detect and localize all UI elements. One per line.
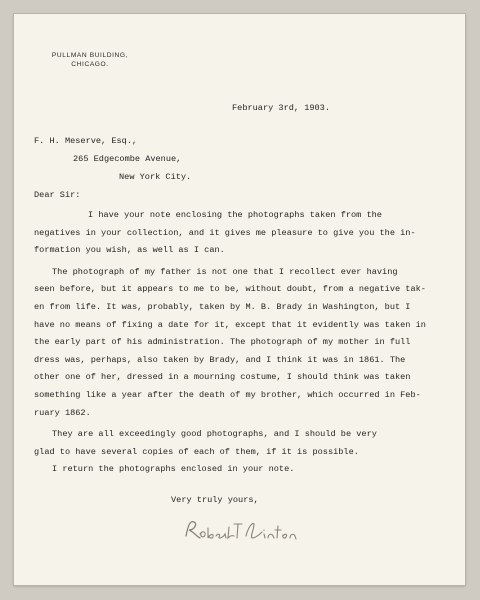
letter-body: [34, 207, 426, 479]
body-line: dress was, perhaps, also taken by Brady, and I think it was in 1861. The: [34, 354, 406, 365]
body-line: seen before, but it appears to me to be, without doubt, from a negative tak-: [34, 284, 426, 295]
letterhead-city: CHICAGO.: [71, 61, 109, 68]
body-line: They are all exceedingly good photographs, and I should be very: [52, 429, 377, 440]
body-line: negatives in your collection, and it gives me pleasure to give you the in-: [34, 227, 416, 238]
recipient-street: 265 Edgecombe Avenue,: [73, 154, 182, 164]
letter-paper: [14, 14, 465, 585]
closing: Very truly yours,: [171, 495, 259, 505]
body-line: have no means of fixing a date for it, except that it evidently was taken in: [34, 319, 426, 330]
body-line: ruary 1862.: [34, 407, 91, 418]
body-line: I have your note enclosing the photographs taken from the: [88, 210, 382, 220]
letterhead-building: PULLMAN BUILDING,: [51, 52, 129, 59]
letter-date: February 3rd, 1903.: [232, 103, 330, 113]
letterhead: [42, 51, 138, 69]
body-line: the early part of his administration. The photograph of my mother in full: [34, 337, 411, 348]
body-line: other one of her, dressed in a mourning costume, I should think was taken: [34, 372, 411, 383]
body-line: formation you wish, as well as I can.: [34, 245, 225, 256]
recipient-city: New York City.: [119, 172, 192, 182]
recipient-name: F. H. Meserve, Esq.,: [34, 136, 138, 146]
body-line: I return the photographs enclosed in your note.: [52, 464, 295, 475]
salutation: Dear Sir:: [34, 190, 81, 200]
body-line: The photograph of my father is not one that I recollect ever having: [52, 266, 398, 277]
handwritten-signature: [182, 514, 312, 544]
body-line: glad to have several copies of each of them, if it is possible.: [34, 446, 359, 457]
body-line: en from life. It was, probably, taken by M. B. Brady in Washington, but I: [34, 301, 411, 312]
body-line: something like a year after the death of my brother, which occurred in Feb-: [34, 389, 421, 400]
